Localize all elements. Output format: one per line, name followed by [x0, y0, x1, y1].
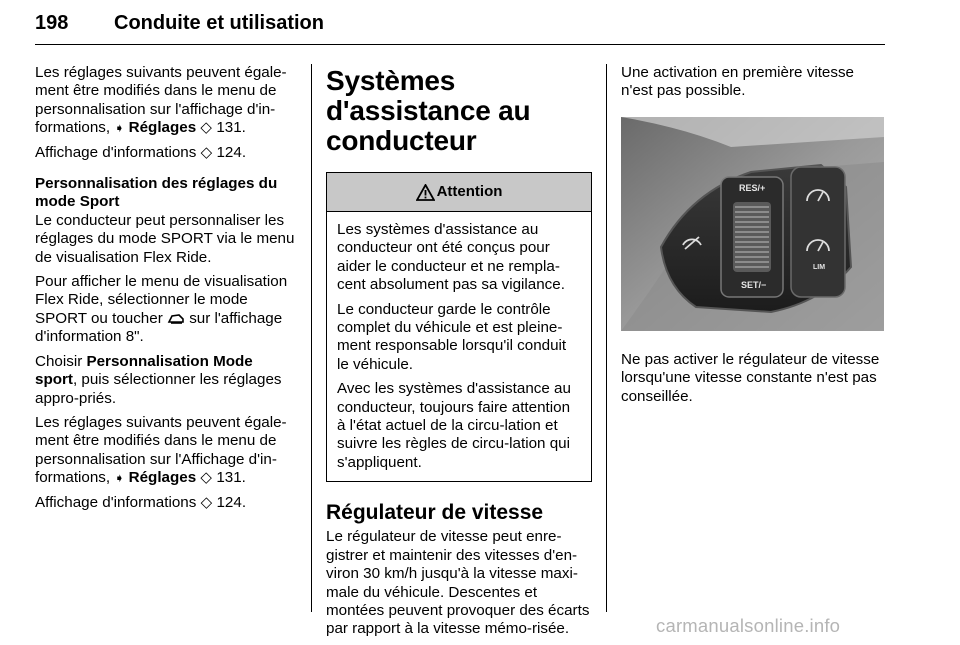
lim-label: LIM	[813, 263, 826, 271]
paragraph: Les réglages suivants peuvent égale-ment être modifiés dans le menu de personnalisation sur l'Affichage d'in-formations, ➧ Réglages ◇ 131.	[35, 413, 287, 487]
paragraph: Affichage d'informations ◇ 124.	[35, 143, 247, 161]
paragraph: Le conducteur peut personnaliser les réglages du mode SPORT via le menu de visualisation Flex Ride.	[35, 211, 295, 266]
page-ref-icon: ◇	[200, 469, 213, 487]
paragraph: Une activation en première vitesse n'est pas possible.	[621, 64, 854, 100]
warning-title: Attention	[436, 182, 503, 200]
column-middle	[326, 64, 592, 645]
paragraph: Pour afficher le menu de visualisation Flex Ride, sélectionner le mode SPORT ou toucher sur l'affichage d'information 8".	[35, 273, 288, 346]
page-ref-icon: ◇	[200, 143, 213, 161]
car-sport-icon	[167, 312, 185, 324]
column-left	[35, 64, 298, 518]
warning-header	[327, 173, 591, 212]
warning-triangle-icon	[416, 184, 435, 201]
roller-wheel-icon	[733, 202, 771, 272]
page-ref[interactable]: 131.	[216, 469, 246, 487]
warning-box	[326, 172, 592, 482]
warning-paragraph: Le conducteur garde le contrôle complet du véhicule et est pleine-ment responsable lorsqu'il conduit le véhicule.	[337, 300, 567, 373]
page-ref[interactable]: 124.	[216, 143, 247, 161]
set-minus-label: SET/−	[741, 279, 767, 290]
subheading: Personnalisation des réglages du mode Sport	[35, 175, 278, 211]
steering-wheel-illustration	[621, 117, 884, 331]
steering-wheel-controls-photo	[621, 117, 884, 331]
paragraph: Les réglages suivants peuvent égale-ment être modifiés dans le menu de personnalisation sur l'affichage d'in-formations, ➧ Réglages ◇ 131.	[35, 64, 287, 137]
paragraph: Choisir Personnalisation Mode sport, puis sélectionner les réglages appro-priés.	[35, 352, 282, 407]
arrow-right-icon: ➧	[114, 121, 125, 136]
warning-paragraph: Avec les systèmes d'assistance au conducteur, toujours faire attention à l'état actuel de la circu-lation et suivre les règles de circu-lation qui s'appliquent.	[337, 380, 571, 471]
paragraph: Affichage d'informations ◇ 124.	[35, 493, 247, 511]
arrow-right-icon: ➧	[114, 471, 125, 486]
subsection-heading: Régulateur de vitesse	[326, 501, 544, 525]
res-plus-label: RES/+	[739, 182, 766, 193]
paragraph: Le régulateur de vitesse peut enre-gistrer et maintenir des vitesses d'en-viron 30 km/h jusqu'à la vitesse maxi-male du véhicule. Descentes et montées peuvent provoquer des écarts par rapport à la vitesse mémo-risée.	[326, 528, 590, 638]
settings-link[interactable]: Réglages	[128, 469, 197, 487]
page-ref[interactable]: 131.	[216, 119, 246, 137]
warning-body	[327, 212, 591, 481]
watermark: carmanualsonline.info	[656, 615, 841, 636]
page-ref-icon: ◇	[200, 119, 213, 137]
settings-link[interactable]: Réglages	[128, 119, 197, 137]
warning-paragraph: Les systèmes d'assistance au conducteur ont été conçus pour aider le conducteur et ne rempla-cent absolument pas sa vigilance.	[337, 221, 565, 294]
page-number: 198	[35, 12, 69, 34]
page-header	[35, 6, 885, 45]
column-divider	[606, 64, 607, 612]
paragraph: Ne pas activer le régulateur de vitesse lorsqu'une vitesse constante n'est pas conseillée.	[621, 350, 880, 405]
page-ref[interactable]: 124.	[216, 493, 247, 511]
column-right	[621, 64, 886, 412]
section-heading: Systèmes d'assistance au conducteur	[326, 65, 531, 156]
page-ref-icon: ◇	[200, 493, 213, 511]
section-title: Conduite et utilisation	[114, 12, 324, 34]
column-divider	[311, 64, 312, 612]
